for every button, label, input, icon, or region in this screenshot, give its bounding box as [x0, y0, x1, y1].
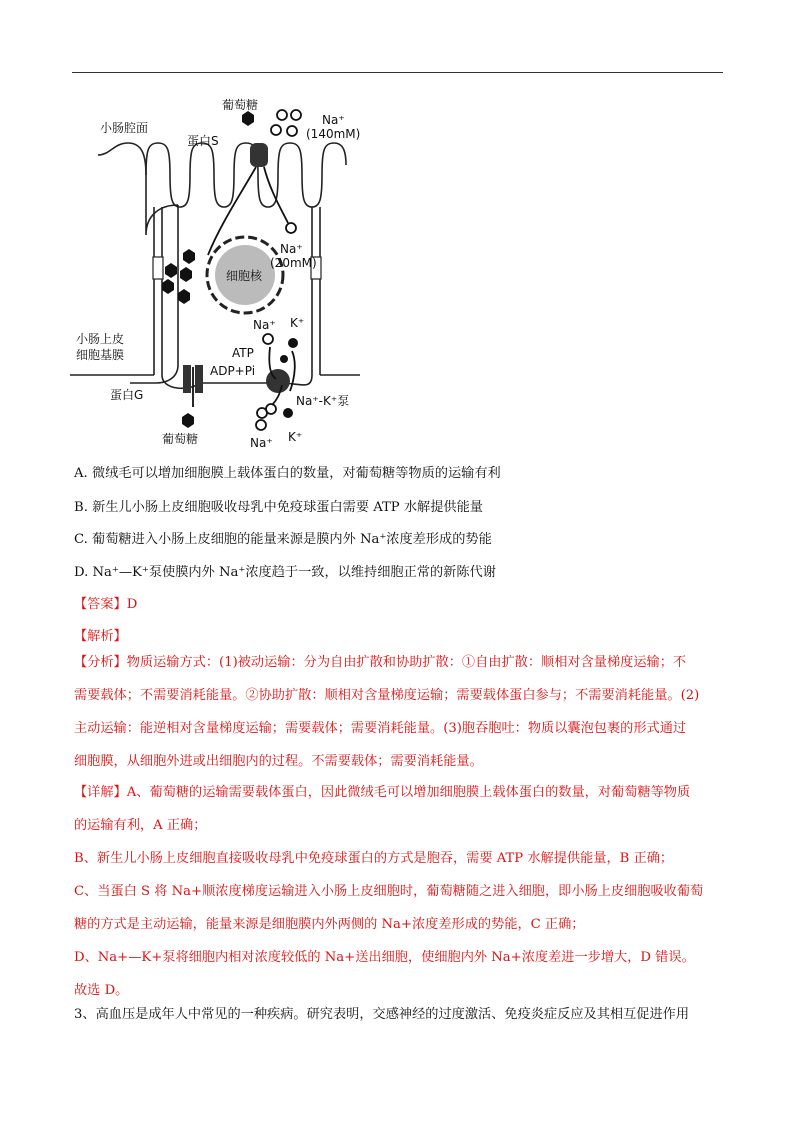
- lumen-label: 小肠腔面: [100, 121, 149, 135]
- microvilli: [146, 143, 346, 207]
- option-c: C. 葡萄糖进入小肠上皮细胞的能量来源是膜内外 Na⁺浓度差形成的势能: [74, 532, 492, 547]
- detail-line: B、新生儿小肠上皮细胞直接吸收母乳中免疫球蛋白的方式是胞吞，需要 ATP 水解提供能量，B 正确；: [74, 851, 674, 866]
- header-rule: [72, 72, 723, 73]
- option-a: A. 微绒毛可以增加细胞膜上载体蛋白的数量，对葡萄糖等物质的运输有利: [74, 466, 501, 481]
- analysis-line: 需要载体；不需要消耗能量。②协助扩散：顺相对含量梯度运输；需要载体蛋白参与；不需要消耗能量。(2): [74, 688, 700, 703]
- analysis-line: 【分析】物质运输方式：(1)被动运输：分为自由扩散和协助扩散：①自由扩散：顺相对含量梯度运输；不: [74, 655, 687, 670]
- detail-line: 糖的方式是主动运输，能量来源是细胞膜内外两侧的 Na+浓度差形成的势能，C 正确；: [74, 917, 585, 932]
- na-in-label: Na⁺: [280, 242, 303, 256]
- na-k-pump: [266, 369, 290, 393]
- glucose-hex: [182, 413, 194, 428]
- atp-label: ATP: [232, 346, 254, 360]
- analysis-paragraph: [74, 646, 724, 778]
- protein-g-right: [195, 365, 203, 393]
- protein-g-label: 蛋白G: [110, 388, 144, 402]
- basement-label-2: 细胞基膜: [76, 348, 125, 362]
- glucose-hex: [165, 263, 177, 278]
- glucose-hex: [178, 289, 190, 304]
- analysis-line: 细胞膜，从细胞外进或出细胞内的过程。不需要载体；需要消耗能量。: [74, 754, 483, 769]
- option-b: B. 新生儿小肠上皮细胞吸收母乳中免疫球蛋白需要 ATP 水解提供能量: [74, 500, 483, 515]
- protein-g-left: [183, 365, 191, 393]
- cell-transport-diagram: [70, 95, 370, 455]
- na-in-conc-label: (20mM): [270, 256, 317, 270]
- pump-k-label: K⁺: [290, 316, 305, 330]
- basement-label: 小肠上皮: [76, 332, 125, 346]
- protein-s-label: 蛋白S: [187, 134, 219, 148]
- detail-line: D、Na+—K+泵将细胞内相对浓度较低的 Na+送出细胞，使细胞内外 Na+浓度差进一步增大，D 错误。: [74, 950, 695, 965]
- next-question: 3、高血压是成年人中常见的一种疾病。研究表明，交感神经的过度激活、免疫炎症反应及其相互促进作用: [74, 1007, 690, 1022]
- pump-na-label: Na⁺: [253, 318, 276, 332]
- glucose-hex: [162, 279, 174, 294]
- glucose-hex: [180, 267, 192, 282]
- detail-line: 【详解】A、葡萄糖的运输需要载体蛋白，因此微绒毛可以增加细胞膜上载体蛋白的数量，对葡萄糖等物质: [74, 785, 691, 800]
- answer: 【答案】D: [74, 597, 138, 612]
- glucose-hex: [183, 249, 195, 264]
- glucose-bottom-label: 葡萄糖: [162, 432, 199, 446]
- analysis-line: 主动运输：能逆相对含量梯度运输；需要载体；需要消耗能量。(3)胞吞胞吐：物质以囊泡包裹的形式通过: [74, 721, 687, 736]
- na-bottom-label: Na⁺: [250, 436, 273, 450]
- detail-line: 故选 D。: [74, 983, 129, 998]
- na-out-conc-label: (140mM): [306, 127, 361, 141]
- glucose-hex: [242, 111, 254, 126]
- pump-label: Na⁺-K⁺泵: [296, 394, 350, 408]
- option-d: D. Na⁺—K⁺泵使膜内外 Na⁺浓度趋于一致，以维持细胞正常的新陈代谢: [74, 565, 496, 580]
- k-bottom-label: K⁺: [288, 430, 303, 444]
- detail-paragraph: [74, 776, 724, 1007]
- cell-membrane: [98, 143, 178, 383]
- na-out-label: Na⁺: [322, 113, 345, 127]
- analysis-title: 【解析】: [74, 629, 127, 644]
- nucleus-label: 细胞核: [226, 269, 263, 283]
- detail-line: C、当蛋白 S 将 Na+顺浓度梯度运输进入小肠上皮细胞时，葡萄糖随之进入细胞，即小肠上皮细胞吸收葡萄: [74, 884, 704, 899]
- protein-s: [250, 143, 268, 167]
- glucose-top-label: 葡萄糖: [222, 98, 259, 112]
- tight-junction-left: [153, 257, 163, 279]
- detail-line: 的运输有利，A 正确；: [74, 818, 207, 833]
- adp-label: ADP+Pi: [210, 364, 256, 378]
